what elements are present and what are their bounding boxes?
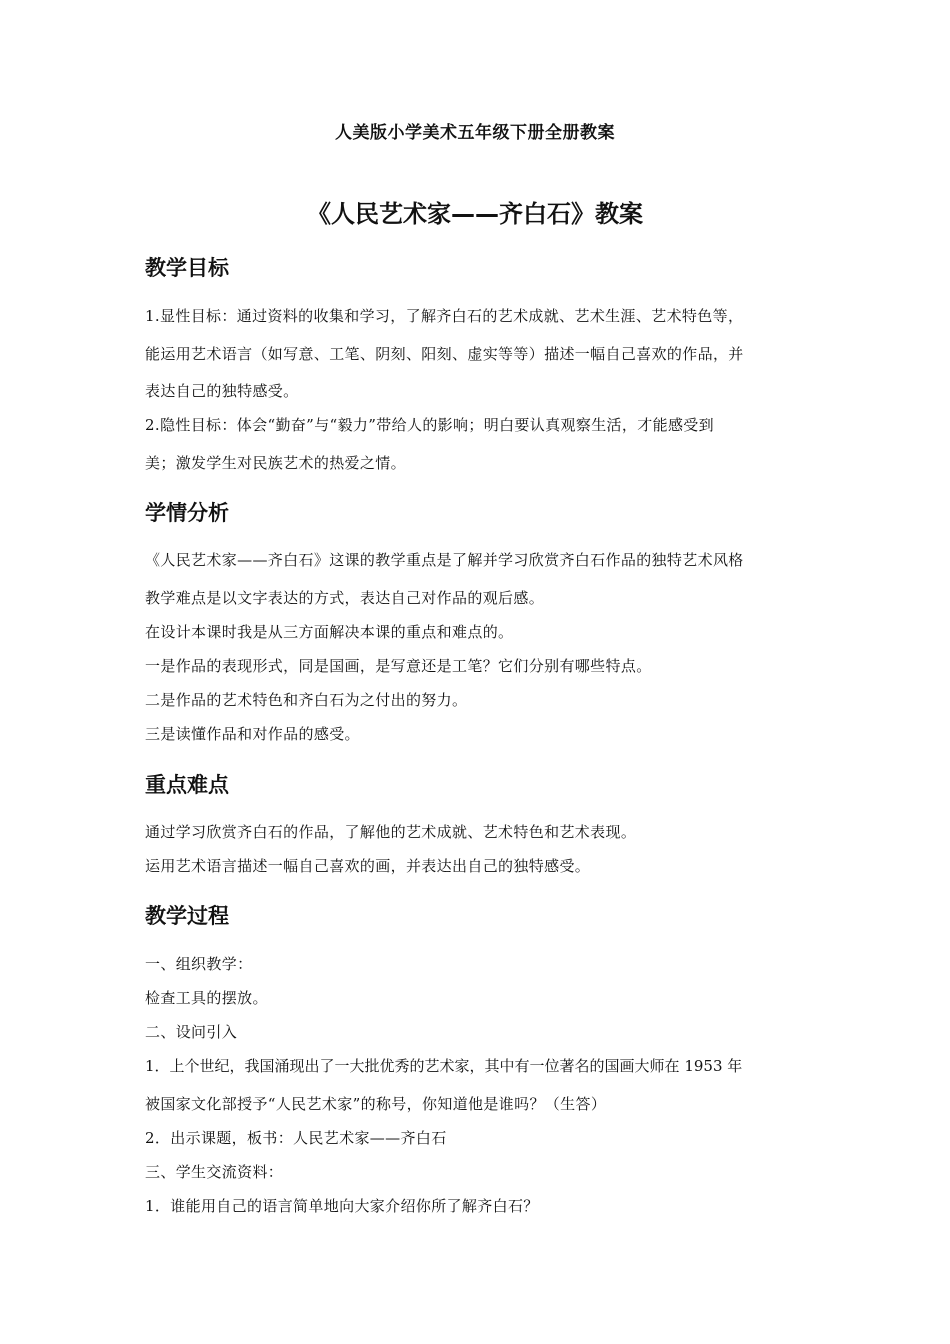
section-heading-objectives: 教学目标: [145, 256, 229, 280]
document-title: 《人民艺术家——齐白石》教案: [307, 200, 643, 228]
process-line: 一、组织教学：: [145, 955, 253, 973]
objectives-line: 1.显性目标：通过资料的收集和学习，了解齐白石的艺术成就、艺术生涯、艺术特色等，: [145, 307, 744, 325]
process-line: 1．上个世纪，我国涌现出了一大批优秀的艺术家，其中有一位著名的国画大师在 1953 年: [145, 1057, 743, 1075]
key-points-line: 通过学习欣赏齐白石的作品，了解他的艺术成就、艺术特色和艺术表现。: [145, 823, 637, 841]
analysis-line: 二是作品的艺术特色和齐白石为之付出的努力。: [145, 691, 468, 709]
process-line: 1．谁能用自己的语言简单地向大家介绍你所了解齐白石？: [145, 1197, 539, 1215]
process-line: 二、设问引入: [145, 1023, 238, 1041]
analysis-line: 教学难点是以文字表达的方式，表达自己对作品的观后感。: [145, 589, 545, 607]
process-line: 被国家文化部授予“人民艺术家”的称号，你知道他是谁吗？（生答）: [145, 1095, 607, 1113]
section-heading-process: 教学过程: [145, 904, 229, 928]
analysis-line: 《人民艺术家——齐白石》这课的教学重点是了解并学习欣赏齐白石作品的独特艺术风格: [145, 551, 744, 569]
analysis-line: 在设计本课时我是从三方面解决本课的重点和难点的。: [145, 623, 514, 641]
process-line: 三、学生交流资料：: [145, 1163, 284, 1181]
process-line: 2．出示课题，板书：人民艺术家——齐白石: [145, 1129, 447, 1147]
objectives-line: 能运用艺术语言（如写意、工笔、阴刻、阳刻、虚实等等）描述一幅自己喜欢的作品，并: [145, 345, 744, 363]
key-points-line: 运用艺术语言描述一幅自己喜欢的画，并表达出自己的独特感受。: [145, 857, 591, 875]
analysis-line: 一是作品的表现形式，同是国画，是写意还是工笔？它们分别有哪些特点。: [145, 657, 652, 675]
objectives-line: 表达自己的独特感受。: [145, 382, 299, 400]
section-heading-analysis: 学情分析: [145, 501, 229, 525]
objectives-line: 美；激发学生对民族艺术的热爱之情。: [145, 454, 406, 472]
section-heading-key-points: 重点难点: [145, 773, 229, 797]
analysis-line: 三是读懂作品和对作品的感受。: [145, 725, 360, 743]
process-line: 检查工具的摆放。: [145, 989, 268, 1007]
document-header: 人美版小学美术五年级下册全册教案: [335, 123, 615, 143]
objectives-line: 2.隐性目标：体会“勤奋”与“毅力”带给人的影响；明白要认真观察生活，才能感受到: [145, 416, 714, 434]
